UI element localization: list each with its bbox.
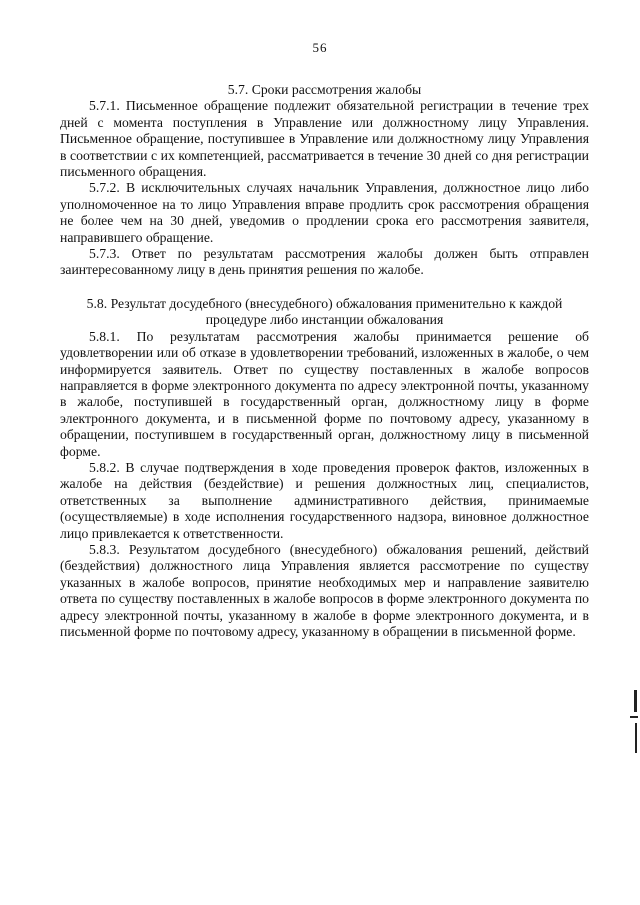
paragraph-5-8-2: 5.8.2. В случае подтверждения в ходе проведения проверок фактов, изложенных в жалобе на действия (бездействие) и решения должностных лиц, специалистов, ответственных за выполнение административного действия, принимаемые (осуществляемые) в ходе исполнения государственного надзора, виновное должностное лицо привлекается к ответственности. (60, 459, 589, 541)
scan-edge-mark (630, 716, 638, 718)
document-body (60, 82, 589, 640)
section-heading: 5.8. Результат досудебного (внесудебного) обжалования применительно к каждой процедуре либо инстанции обжалования (86, 295, 563, 328)
scan-edge-mark (634, 690, 637, 712)
paragraph-5-7-1: 5.7.1. Письменное обращение подлежит обязательной регистрации в течение трех дней с момента поступления в Управление или должностному лицу Управления. Письменное обращение, поступившее в Управление или должностному лицу Управления в соответствии с их компетенцией, рассматривается в течение 30 дней со дня регистрации письменного обращения. (60, 98, 589, 180)
section-heading: 5.7. Сроки рассмотрения жалобы (227, 82, 422, 97)
section-spacer (60, 279, 589, 296)
section-complaint-review-terms (60, 82, 589, 279)
page-number: 56 (312, 40, 328, 55)
scan-edge-mark (635, 723, 637, 753)
section-appeal-result (60, 296, 589, 641)
paragraph-5-8-1: 5.8.1. По результатам рассмотрения жалобы принимается решение об удовлетворении или об отказе в удовлетворении требований, изложенных в жалобе, о чем информируется заявитель. Ответ по существу поставленных в жалобе вопросов направляется в форме электронного документа по адресу электронной почты, указанному в жалобе, поступившей в государственный орган, должностному лицу в форме электронного документа, и в письменной форме по почтовому адресу, указанному в обращении, поступившем в государственный орган, должностному лицу в письменной форме. (60, 328, 589, 459)
paragraph-5-8-3: 5.8.3. Результатом досудебного (внесудебного) обжалования решений, действий (бездействия) должностного лица Управления является рассмотрение по существу указанных в жалобе вопросов, принятие необходимых мер и направление заявителю ответа по существу поставленных в жалобе вопросов в форме электронного документа по адресу электронной почты, указанному в жалобе в форме электронного документа, и в письменной форме по почтовому адресу, указанному в обращении в письменной форме. (60, 541, 589, 639)
paragraph-5-7-2: 5.7.2. В исключительных случаях начальник Управления, должностное лицо либо уполномоченное на то лицо Управления вправе продлить срок рассмотрения обращения не более чем на 30 дней, уведомив о продлении срока его рассмотрения заявителя, направившего обращение. (60, 180, 589, 245)
paragraph-5-7-3: 5.7.3. Ответ по результатам рассмотрения жалобы должен быть отправлен заинтересованному лицу в день принятия решения по жалобе. (60, 246, 589, 278)
